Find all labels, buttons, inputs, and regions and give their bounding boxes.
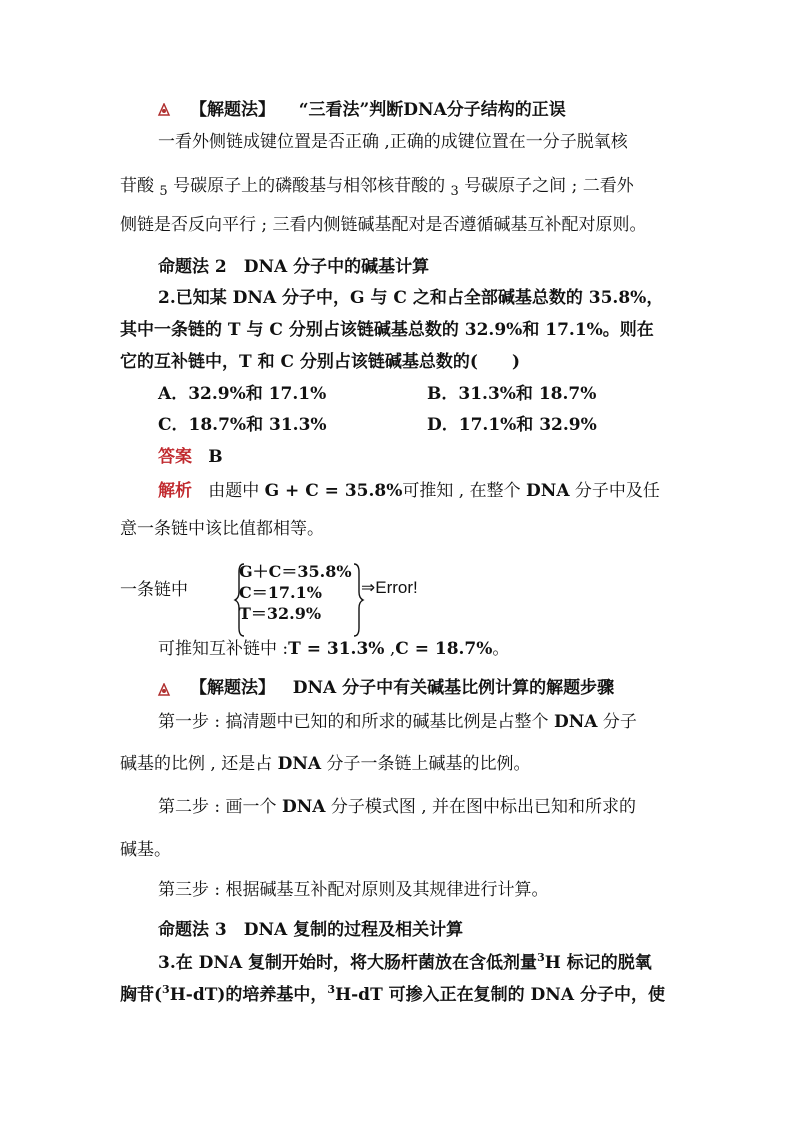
error-field: ⇒Error! <box>361 578 418 597</box>
tip1-title: 【解题法】 “三看法”判断DNA分子结构的正误 <box>190 100 566 120</box>
tip2-step1-line1: 第一步 : 搞清题中已知的和所求的碱基比例是占整个 DNA 分子 <box>158 712 637 732</box>
analysis-line2: 意一条链中该比值都相等。 <box>120 519 324 539</box>
tip2-step2-line1: 第二步 : 画一个 DNA 分子模式图 , 并在图中标出已知和所求的 <box>158 797 637 817</box>
chain-label: 一条链中 <box>120 580 188 600</box>
equation-t: T＝32.9% <box>239 604 322 623</box>
q3-line2: 胸苷($^3$H-dT)的培养基中，$^3$H-dT 可掺入正在复制的 DNA 分子中，使 <box>120 983 665 1005</box>
answer-line <box>158 445 223 469</box>
analysis-label: 解析 <box>158 481 192 501</box>
q2-line3: 它的互补链中，T 和 C 分别占该链碱基总数的( ) <box>120 352 521 372</box>
section-heading-2: 命题法 2 DNA 分子中的碱基计算 <box>158 257 430 277</box>
tip-icon <box>157 103 171 117</box>
q3-line1: 3.在 DNA 复制开始时，将大肠杆菌放在含低剂量$^3$H 标记的脱氧 <box>158 951 652 973</box>
q2-line2: 其中一条链的 T 与 C 分别占该链碱基总数的 32.9%和 17.1%。则在 <box>120 320 654 340</box>
tip2-step1-line2: 碱基的比例 , 还是占 DNA 分子一条链上碱基的比例。 <box>120 754 531 774</box>
tip1-line1: 一看外侧链成键位置是否正确 ,正确的成键位置在一分子脱氧核 <box>158 132 628 152</box>
infer-line: 可推知互补链中 :T = 31.3% ,C = 18.7%。 <box>158 639 510 659</box>
section-heading-3: 命题法 3 DNA 复制的过程及相关计算 <box>158 920 464 940</box>
answer-value: B <box>208 447 223 467</box>
tip2-title: 【解题法】 DNA 分子中有关碱基比例计算的解题步骤 <box>190 678 615 698</box>
option-b: B．31.3%和 18.7% <box>427 384 597 404</box>
tip1-line3: 侧链是否反向平行 ; 三看内侧链碱基配对是否遵循碱基互补配对原则。 <box>120 215 647 235</box>
tip2-step2-line2: 碱基。 <box>120 840 171 860</box>
analysis-line1: 解析 由题中 G + C = 35.8%可推知 , 在整个 DNA 分子中及任 <box>158 481 660 501</box>
option-c: C．18.7%和 31.3% <box>158 415 327 435</box>
option-a: A．32.9%和 17.1% <box>158 384 327 404</box>
tip2-step3: 第三步 : 根据碱基互补配对原则及其规律进行计算。 <box>158 880 549 900</box>
equation-gc: G＋C＝35.8% <box>239 562 352 581</box>
answer-label: 答案 <box>158 447 192 467</box>
implies-arrow: ⇒ <box>361 578 376 597</box>
option-d: D．17.1%和 32.9% <box>427 415 597 435</box>
tip1-line2: 苷酸 $_5$ 号碳原子上的磷酸基与相邻核苷酸的 $_3$ 号碳原子之间 ; 二看外 <box>120 176 634 199</box>
equation-c: C＝17.1% <box>239 583 322 602</box>
tip-icon <box>157 683 171 697</box>
q2-line1: 2.已知某 DNA 分子中，G 与 C 之和占全部碱基总数的 35.8%， <box>158 288 664 308</box>
